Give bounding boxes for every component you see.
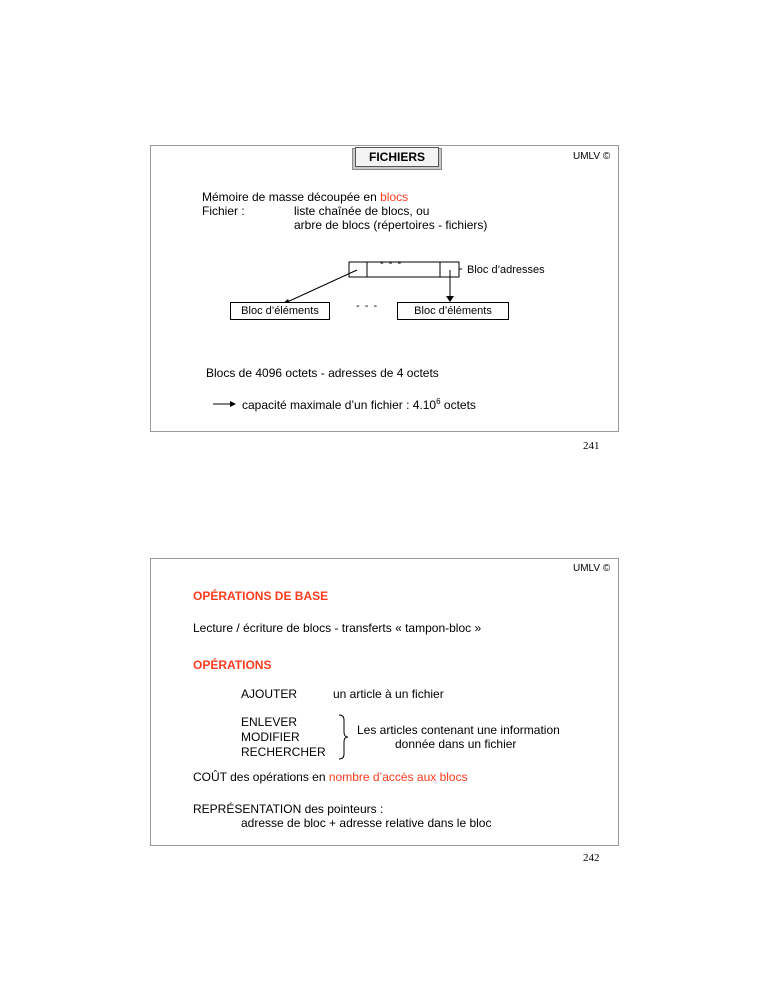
- cost-line: [193, 770, 468, 784]
- page-number-242: 242: [583, 852, 600, 864]
- capacity-exponent: 6: [436, 397, 441, 406]
- address-block-label: Bloc d’adresses: [467, 264, 545, 276]
- element-block-right: Bloc d’éléments: [397, 302, 509, 320]
- op-remove: ENLEVER: [241, 715, 298, 729]
- slide-title: FICHIERS: [355, 147, 439, 167]
- pointer-repr-line1: REPRÉSENTATION des pointeurs :: [193, 802, 384, 816]
- capacity-line: [242, 397, 476, 412]
- capacity-unit: octets: [440, 398, 476, 412]
- pointer-repr-line2: adresse de bloc + adresse relative dans le bloc: [241, 816, 492, 830]
- copyright-label: UMLV ©: [573, 151, 611, 162]
- heading-base-operations: OPÉRATIONS DE BASE: [193, 589, 329, 603]
- element-dashes: - - -: [356, 300, 379, 312]
- cost-highlight: nombre d’accès aux blocs: [328, 770, 468, 784]
- op-add: AJOUTER: [241, 687, 298, 701]
- pointer-arrow-left: [285, 270, 357, 303]
- op-search: RECHERCHER: [241, 745, 326, 759]
- file-def-linked: liste chaînée de blocs, ou: [294, 204, 430, 218]
- element-block-left: Bloc d’éléments: [230, 302, 330, 320]
- page-number-241: 241: [583, 440, 600, 452]
- capacity-arrow-head: [230, 401, 236, 407]
- heading-operations: OPÉRATIONS: [193, 658, 272, 672]
- copyright-label-2: UMLV ©: [573, 563, 611, 574]
- cost-text: COÛT des opérations en: [193, 770, 329, 784]
- address-block: [349, 262, 459, 277]
- operations-brace: [336, 714, 352, 760]
- op-add-desc: un article à un fichier: [333, 687, 444, 701]
- op-modify: MODIFIER: [241, 730, 300, 744]
- read-write-line: Lecture / écriture de blocs - transferts « tampon-bloc »: [193, 621, 482, 635]
- blocs-highlight: blocs: [380, 190, 409, 204]
- address-dashes: - - -: [380, 257, 403, 269]
- op-group-desc-1: Les articles contenant une information: [357, 723, 560, 737]
- file-label: Fichier :: [202, 204, 245, 218]
- capacity-text: capacité maximale d’un fichier : 4.10: [242, 398, 437, 412]
- op-group-desc-2: donnée dans un fichier: [395, 737, 517, 751]
- mass-memory-text: Mémoire de masse découpée en: [202, 190, 381, 204]
- block-size-line: Blocs de 4096 octets - adresses de 4 octets: [206, 366, 439, 380]
- file-def-tree: arbre de blocs (répertoires - fichiers): [294, 218, 488, 232]
